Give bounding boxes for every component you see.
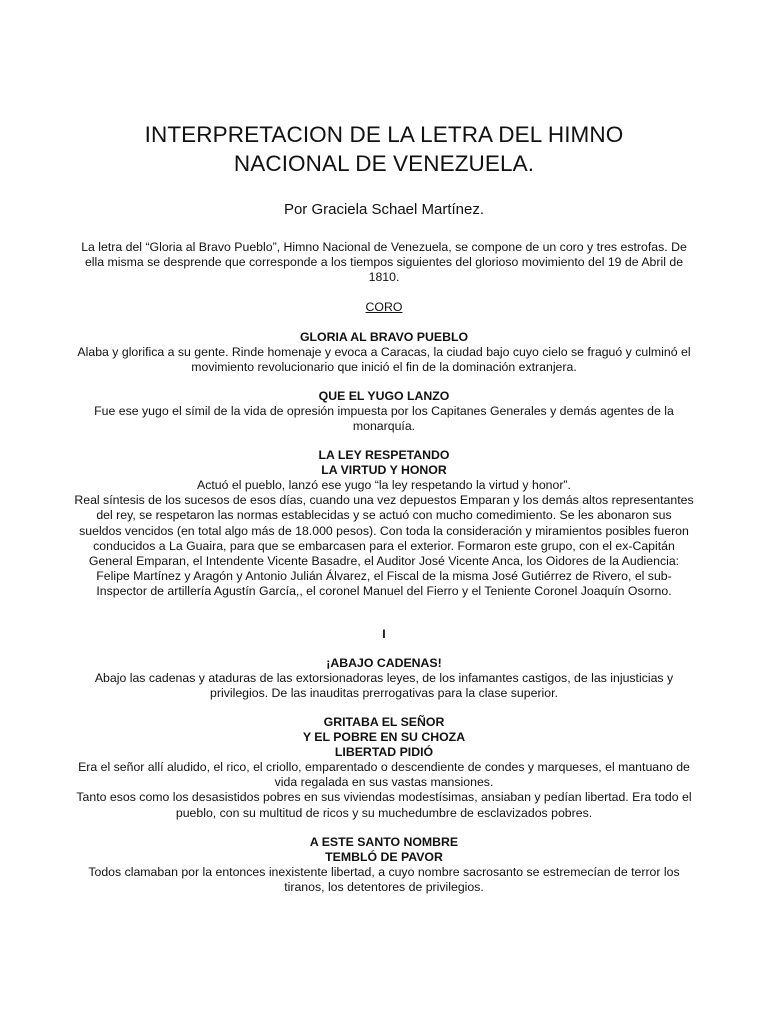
section-yugo [74,389,694,434]
stanza-number-block [74,627,694,642]
title-line-1: INTERPRETACION DE LA LETRA DEL HIMNO [144,122,624,147]
intro-block [74,240,694,286]
section-heading: ¡ABAJO CADENAS! [326,656,442,670]
title-line-2: NACIONAL DE VENEZUELA. [233,151,535,176]
intro-paragraph: La letra del “Gloria al Bravo Pueblo”, Himno Nacional de Venezuela, se compone de un coro y tres estrofas. De ella misma se desprende que corresponde a los tiempos siguientes del glorioso movimiento del 19 de Abril de 1810. [81,240,687,285]
section-heading: GLORIA AL BRAVO PUEBLO [299,330,469,344]
section-abajo [74,656,694,701]
coro-block [74,300,694,315]
section-heading-1: LA LEY RESPETANDO [318,448,450,462]
section-gloria [74,330,694,375]
section-heading: QUE EL YUGO LANZO [318,389,450,403]
section-heading-1: GRITABA EL SEÑOR [323,715,445,729]
section-heading-1: A ESTE SANTO NOMBRE [309,835,459,849]
section-text-1: Era el señor allí aludido, el rico, el criollo, emparentado o descendiente de condes y marqueses, el mantuano de vida regalada en sus vastas mansiones. [78,760,690,790]
coro-label: CORO [365,300,403,314]
stanza-number: I [382,627,386,641]
section-text: Alaba y glorifica a su gente. Rinde homenaje y evoca a Caracas, la ciudad bajo cuyo cielo se fraguó y culminó el movimiento revolucionario que inició el fin de la dominación extranjera. [77,345,691,375]
section-santo [74,835,694,895]
section-heading-2: Y EL POBRE EN SU CHOZA [302,730,466,744]
section-heading-2: LA VIRTUD Y HONOR [321,463,447,477]
section-gritaba [74,715,694,821]
section-text-2: Tanto esos como los desasistidos pobres en sus viviendas modestísimas, ansiaban y pedían libertad. Era todo el pueblo, con su multitud de ricos y su muchedumbre de esclavizados pobres. [76,790,692,820]
section-text-1: Actuó el pueblo, lanzó ese yugo “la ley respetando la virtud y honor”. [197,478,571,492]
section-heading-3: LIBERTAD PIDIÓ [334,745,434,759]
author-byline: Por Graciela Schael Martínez. [283,201,485,218]
section-ley [74,448,694,600]
section-text: Fue ese yugo el símil de la vida de opresión impuesta por los Capitanes Generales y demás agentes de la monarquía. [94,404,674,434]
section-text: Abajo las cadenas y ataduras de las extorsionadoras leyes, de los infamantes castigos, de las injusticias y privilegios. De las inauditas prerrogativas para la clase superior. [94,671,674,701]
section-text-2: Real síntesis de los sucesos de esos días, cuando una vez depuestos Emparan y los demás altos representantes del rey, se respetaron las normas establecidas y se actuó con mucho comedimiento. Se les abonaron sus sueldos vencidos (en total algo más de 18.000 pesos). Con toda la consideración y miramientos posibles fueron conducidos a La Guaira, para que se embarcasen para el exterior. Formaron este grupo, con el ex-Capitán General Emparan, el Intendente Vicente Basadre, el Auditor José Vicente Anca, los Oidores de la Audiencia: Felipe Martínez y Aragón y Antonio Julián Álvarez, el Fiscal de la misma José Gutiérrez de Rivero, el sub-Inspector de artillería Agustín García,, el coronel Manuel del Fierro y el Teniente Coronel Joaquín Osorno. [74,493,694,599]
section-heading-2: TEMBLÓ DE PAVOR [325,850,443,864]
document-title [0,120,768,178]
section-text: Todos clamaban por la entonces inexistente libertad, a cuyo nombre sacrosanto se estremecían de terror los tiranos, los detentores de privilegios. [88,865,680,895]
